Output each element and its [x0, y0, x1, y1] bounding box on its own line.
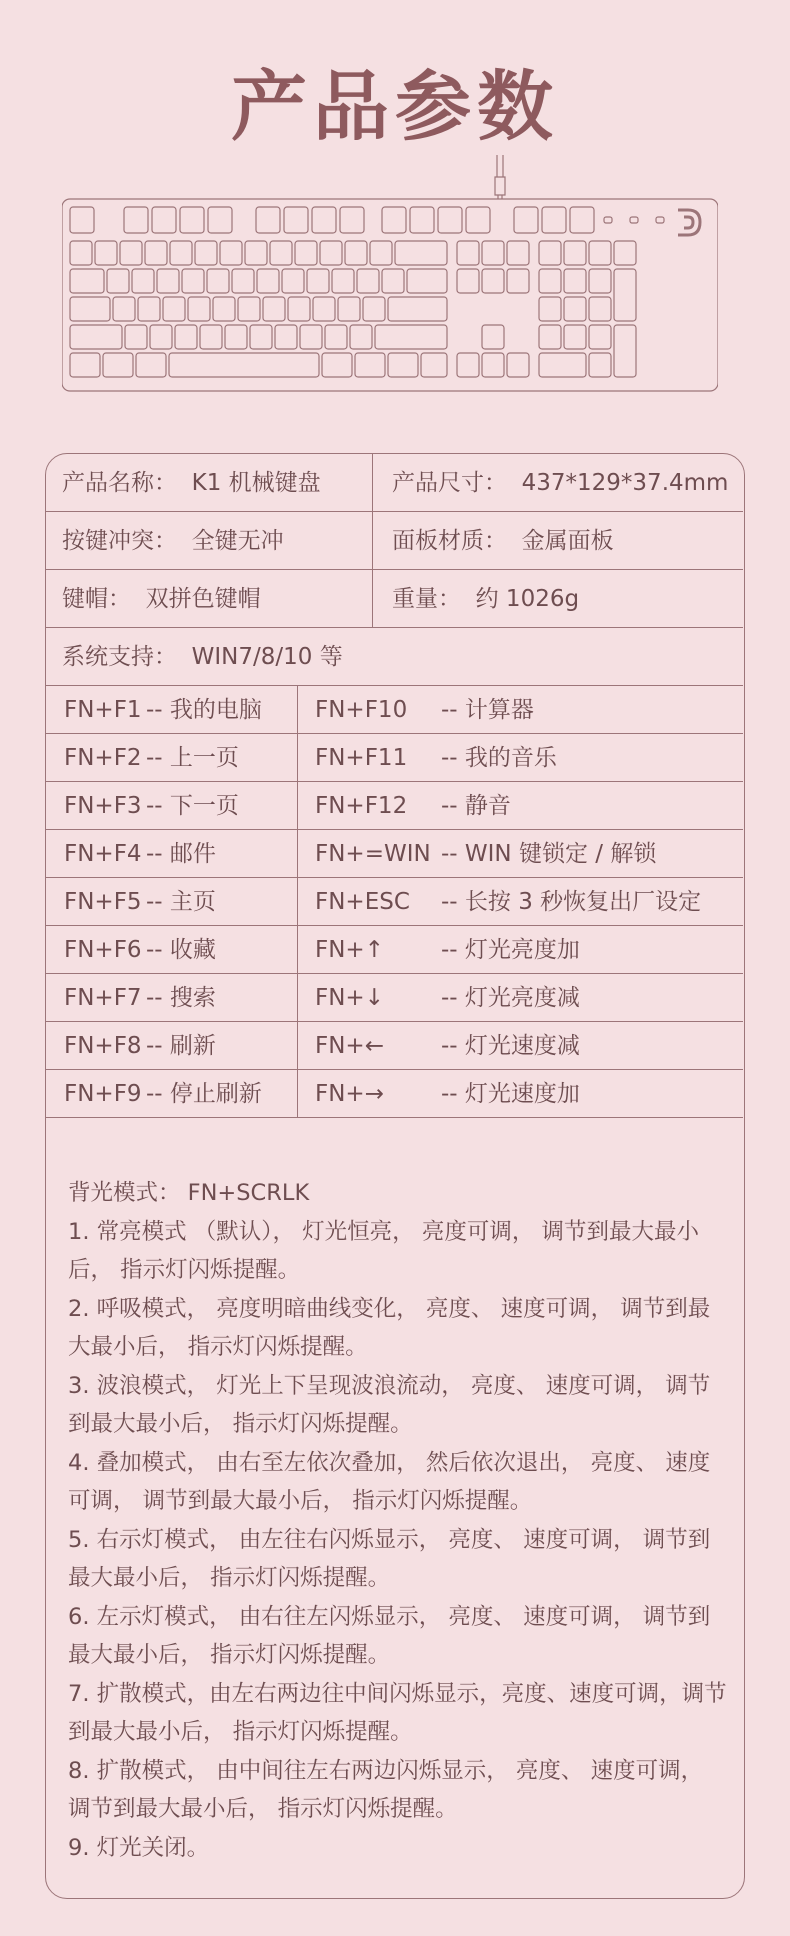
page-title: 产品参数: [231, 62, 559, 151]
fn-key: FN+F5: [64, 889, 142, 915]
fn-row: [46, 830, 743, 878]
spec-row-4: [46, 628, 743, 686]
fn-description: -- 长按 3 秒恢复出厂设定: [441, 889, 702, 915]
backlight-mode-item: 2. 呼吸模式， 亮度明暗曲线变化， 亮度、 速度可调， 调节到最大最小后， 指示灯闪烁提醒。: [68, 1295, 711, 1360]
fn-description: -- WIN 键锁定 / 解锁: [441, 841, 657, 867]
fn-row: [46, 1070, 743, 1118]
fn-description: -- 静音: [441, 793, 511, 819]
spec-conflict-label: 按键冲突：: [62, 528, 177, 554]
fn-key: FN+↑: [315, 937, 384, 963]
spec-row-1: [46, 454, 743, 512]
spec-keycap-label: 键帽：: [62, 586, 131, 612]
fn-key: FN+←: [315, 1033, 384, 1059]
spec-row-2: [46, 512, 743, 570]
fn-key: FN+F9: [64, 1081, 142, 1107]
fn-row: [46, 974, 743, 1022]
fn-description: -- 灯光亮度加: [441, 937, 580, 963]
fn-description: -- 刷新: [146, 1033, 216, 1059]
spec-weight: [392, 570, 579, 627]
fn-key: FN+ESC: [315, 889, 410, 915]
fn-description: -- 下一页: [146, 793, 239, 819]
backlight-mode-list: [68, 1213, 728, 1868]
fn-description: -- 计算器: [441, 697, 534, 723]
fn-key: FN+F1: [64, 697, 142, 723]
fn-description: -- 灯光速度减: [441, 1033, 580, 1059]
fn-key: FN+F10: [315, 697, 408, 723]
backlight-mode-item: 1. 常亮模式 （默认）， 灯光恒亮， 亮度可调， 调节到最大最小后， 指示灯闪烁提醒。: [68, 1218, 699, 1283]
fn-row: [46, 734, 743, 782]
spec-name-label: 产品名称：: [62, 470, 177, 496]
spec-conflict-value: 全键无冲: [191, 528, 284, 554]
fn-key: FN+F11: [315, 745, 408, 771]
spec-system: [62, 628, 343, 685]
spec-size: [392, 454, 728, 511]
fn-key: FN+=WIN: [315, 841, 431, 867]
spec-table: [45, 453, 745, 1899]
spec-system-label: 系统支持：: [62, 644, 177, 670]
backlight-section: [68, 1174, 728, 1867]
fn-key: FN+F8: [64, 1033, 142, 1059]
fn-description: -- 我的音乐: [441, 745, 557, 771]
fn-key: FN+F4: [64, 841, 142, 867]
fn-key: FN+F6: [64, 937, 142, 963]
fn-description: -- 搜索: [146, 985, 216, 1011]
fn-key: FN+→: [315, 1081, 384, 1107]
backlight-heading: 背光模式： FN+SCRLK: [68, 1180, 310, 1206]
backlight-mode-item: 9. 灯光关闭。: [68, 1834, 210, 1861]
spec-system-value: WIN7/8/10 等: [191, 644, 343, 670]
spec-panel-label: 面板材质：: [392, 528, 507, 554]
spec-size-value: 437*129*37.4mm: [521, 470, 729, 496]
spec-row-3: [46, 570, 743, 628]
backlight-mode-item: 4. 叠加模式， 由右至左依次叠加， 然后依次退出， 亮度、 速度可调， 调节到最大最小后， 指示灯闪烁提醒。: [68, 1449, 711, 1514]
fn-description: -- 我的电脑: [146, 697, 262, 723]
backlight-mode-item: 8. 扩散模式， 由中间往左右两边闪烁显示， 亮度、 速度可调， 调节到最大最小后， 指示灯闪烁提醒。: [68, 1757, 711, 1822]
fn-description: -- 灯光速度加: [441, 1081, 580, 1107]
spec-weight-label: 重量：: [392, 586, 461, 612]
fn-row: [46, 686, 743, 734]
fn-description: -- 主页: [146, 889, 216, 915]
fn-row: [46, 926, 743, 974]
fn-description: -- 收藏: [146, 937, 216, 963]
fn-key: FN+F2: [64, 745, 142, 771]
fn-description: -- 停止刷新: [146, 1081, 262, 1107]
spec-panel-value: 金属面板: [521, 528, 614, 554]
fn-description: -- 上一页: [146, 745, 239, 771]
spec-name: [62, 454, 321, 511]
spec-size-label: 产品尺寸：: [392, 470, 507, 496]
fn-row: [46, 878, 743, 926]
column-divider: [372, 512, 373, 569]
backlight-mode-item: 7. 扩散模式，由左右两边往中间闪烁显示，亮度、速度可调，调节到最大最小后， 指示灯闪烁提醒。: [68, 1680, 727, 1745]
fn-key: FN+F3: [64, 793, 142, 819]
backlight-mode-item: 3. 波浪模式， 灯光上下呈现波浪流动， 亮度、 速度可调， 调节到最大最小后， 指示灯闪烁提醒。: [68, 1372, 711, 1437]
fn-key: FN+↓: [315, 985, 384, 1011]
fn-row: [46, 1022, 743, 1070]
spec-keycap: [62, 570, 261, 627]
fn-column-divider: [297, 686, 298, 1118]
spec-keycap-value: 双拼色键帽: [145, 586, 261, 612]
column-divider: [372, 570, 373, 627]
spec-weight-value: 约 1026g: [475, 586, 580, 612]
keyboard-illustration: [62, 155, 718, 395]
fn-row: [46, 782, 743, 830]
spec-panel: [392, 512, 614, 569]
spec-name-value: K1 机械键盘: [191, 470, 321, 496]
spec-conflict: [62, 512, 284, 569]
fn-key: FN+F12: [315, 793, 408, 819]
fn-key: FN+F7: [64, 985, 142, 1011]
fn-description: -- 灯光亮度减: [441, 985, 580, 1011]
fn-description: -- 邮件: [146, 841, 216, 867]
column-divider: [372, 454, 373, 511]
backlight-mode-item: 5. 右示灯模式， 由左往右闪烁显示， 亮度、 速度可调， 调节到最大最小后， 指示灯闪烁提醒。: [68, 1526, 711, 1591]
backlight-mode-item: 6. 左示灯模式， 由右往左闪烁显示， 亮度、 速度可调， 调节到最大最小后， 指示灯闪烁提醒。: [68, 1603, 711, 1668]
